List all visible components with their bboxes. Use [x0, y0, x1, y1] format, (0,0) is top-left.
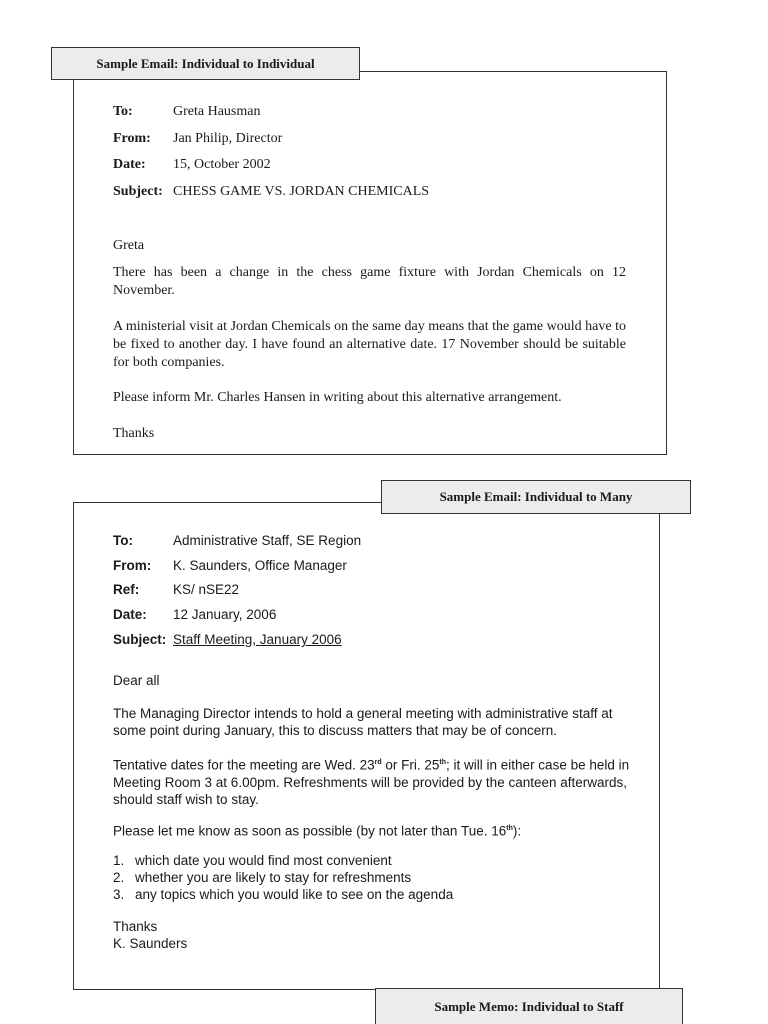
salutation: Dear all [113, 673, 160, 688]
header-ref-label: Ref: [113, 582, 140, 597]
header-date-value: 12 January, 2006 [173, 607, 277, 622]
header-to-label: To: [113, 533, 133, 548]
paragraph-text: or Fri. 25 [381, 757, 440, 773]
email-sample-many-box [73, 502, 660, 990]
header-to-label: To: [113, 104, 133, 119]
ordinal-suffix: rd [374, 759, 382, 766]
header-date-value: 15, October 2002 [173, 157, 271, 172]
sample-memo-staff-tab [375, 988, 683, 1024]
sample-memo-staff-label: Sample Memo: Individual to Staff [434, 998, 624, 1014]
list-item-number: 3. [113, 887, 125, 902]
header-from-label: From: [113, 558, 152, 573]
list-item [113, 886, 453, 903]
header-subject-label: Subject: [113, 632, 167, 647]
header-subject-value: Staff Meeting, January 2006 [173, 632, 342, 647]
list-item [113, 852, 392, 869]
header-date-label: Date: [113, 157, 146, 172]
paragraph-text: ): [512, 823, 522, 839]
list-item-text: whether you are likely to stay for refreshments [135, 870, 412, 885]
body-paragraph: There has been a change in the chess game fixture with Jordan Chemicals on 12 November. [113, 265, 626, 298]
list-item [113, 869, 411, 886]
header-from-label: From: [113, 131, 151, 146]
body-paragraph [113, 820, 633, 840]
ordinal-suffix: th [506, 825, 513, 832]
signature: K. Saunders [113, 936, 188, 951]
list-item-text: any topics which you would like to see on the agenda [135, 887, 454, 902]
closing: Thanks [113, 426, 155, 441]
list-item-number: 1. [113, 853, 125, 868]
sample-email-individual-tab [51, 47, 360, 80]
ordinal-suffix: th [439, 759, 447, 766]
sample-email-many-label: Sample Email: Individual to Many [439, 489, 633, 504]
closing: Thanks [113, 919, 158, 934]
body-paragraph: A ministerial visit at Jordan Chemicals on the same day means that the game would have to be fixed to another day. I have found an alternative date. 17 November should be suitable for both companies. [113, 319, 626, 370]
paragraph-text: Please let me know as soon as possible (by not later than Tue. 16 [113, 823, 507, 839]
header-ref-value: KS/ nSE22 [173, 582, 240, 597]
body-paragraph [113, 754, 633, 808]
header-to-value: Administrative Staff, SE Region [173, 533, 362, 548]
paragraph-text: Tentative dates for the meeting are Wed. 23 [113, 757, 375, 773]
body-paragraph: The Managing Director intends to hold a general meeting with administrative staff at some point during January, this to discuss matters that may be of concern. [113, 706, 613, 738]
header-to-value: Greta Hausman [173, 104, 261, 119]
sample-email-individual-label: Sample Email: Individual to Individual [96, 55, 315, 71]
salutation: Greta [113, 238, 145, 253]
header-date-label: Date: [113, 607, 147, 622]
paragraph-text: ; it will in either case be held in Meeting Room 3 at 6.00pm. Refreshments will be provided by the canteen afterwards, should staff wish to stay. [113, 757, 630, 807]
header-subject-label: Subject: [113, 184, 163, 199]
body-paragraph: Please inform Mr. Charles Hansen in writing about this alternative arrangement. [113, 390, 562, 405]
list-item-number: 2. [113, 870, 125, 885]
list-item-text: which date you would find most convenient [135, 853, 392, 868]
header-subject-value: CHESS GAME VS. JORDAN CHEMICALS [173, 184, 430, 199]
header-from-value: Jan Philip, Director [173, 131, 283, 146]
header-from-value: K. Saunders, Office Manager [173, 558, 347, 573]
sample-email-many-tab [381, 480, 691, 514]
